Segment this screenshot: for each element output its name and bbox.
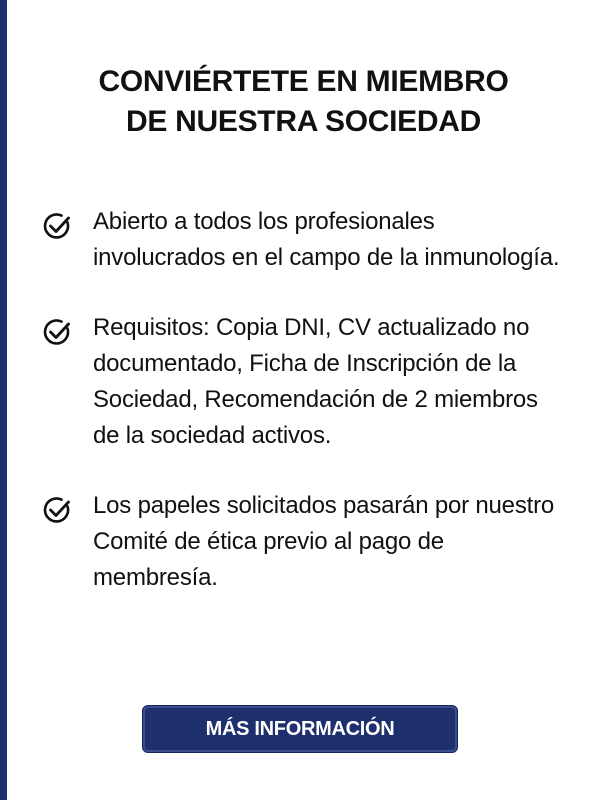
title-line-2: DE NUESTRA SOCIEDAD: [126, 105, 481, 138]
check-circle-icon: [41, 210, 73, 242]
benefits-list: [41, 204, 561, 596]
list-item-text: Requisitos: Copia DNI, CV actualizado no documentado, Ficha de Inscripción de la Sociedad, Recomendación de 2 miembros de la sociedad activos.: [93, 314, 538, 449]
list-item: [41, 310, 561, 454]
list-item: [41, 488, 561, 596]
list-item-text: Abierto a todos los profesionales involucrados en el campo de la inmunología.: [93, 208, 560, 271]
list-item-text: Los papeles solicitados pasarán por nuestro Comité de ética previo al pago de membresía.: [93, 492, 555, 591]
more-info-button[interactable]: MÁS INFORMACIÓN: [143, 706, 457, 752]
title-line-1: CONVIÉRTETE EN MIEMBRO: [98, 65, 509, 98]
check-circle-icon: [41, 316, 73, 348]
check-circle-icon: [41, 494, 73, 526]
page-title: [7, 62, 600, 142]
list-item: [41, 204, 561, 276]
left-accent-bar: [0, 0, 7, 800]
membership-card: [7, 0, 600, 800]
